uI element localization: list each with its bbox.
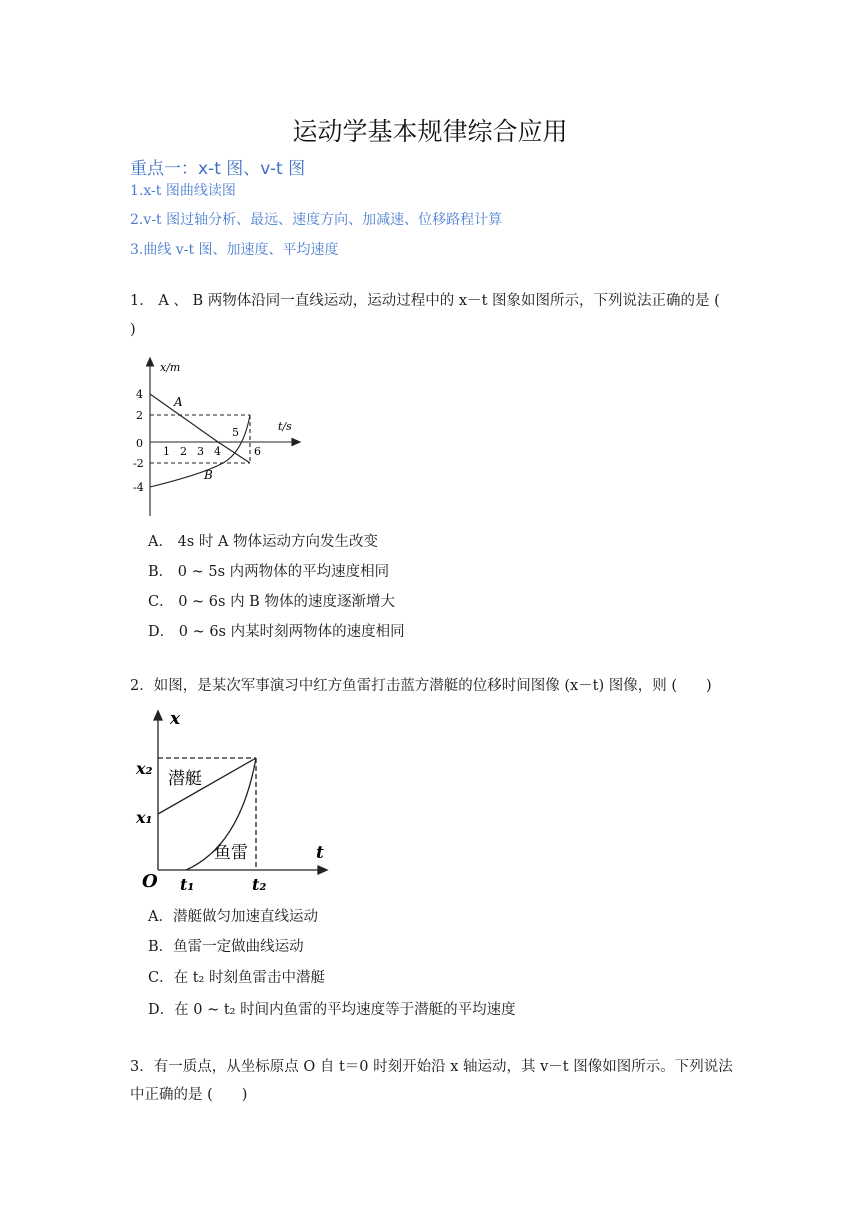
q2-stem: 2．如图，是某次军事演习中红方鱼雷打击蓝方潜艇的位移时间图像 (x－t) 图像，则 ( ) — [130, 678, 712, 694]
q2-submarine-label: 潜艇 — [168, 769, 202, 789]
q2-xtick-t2: t₂ — [252, 875, 267, 893]
q1-option-d[interactable]: D． 0 ~ 6s 内某时刻两物体的速度相同 — [148, 624, 405, 640]
q2-ylabel: x — [170, 709, 181, 729]
section-item-3: 3.曲线 v-t 图、加速度、平均速度 — [130, 242, 339, 258]
q1-xtick-2: 2 — [180, 445, 187, 458]
q2-ytick-x1: x₁ — [136, 808, 153, 827]
q1-ylabel: x/m — [160, 361, 181, 374]
q2-origin-label: O — [142, 871, 158, 892]
q1-xtick-5: 5 — [232, 426, 239, 439]
q1-stem-line2: ) — [130, 322, 136, 338]
q2-option-d[interactable]: D．在 0 ~ t₂ 时间内鱼雷的平均速度等于潜艇的平均速度 — [148, 1002, 516, 1018]
q1-series-B-label: B — [204, 468, 213, 482]
q2-option-c[interactable]: C．在 t₂ 时刻鱼雷击中潜艇 — [148, 970, 325, 986]
q2-xt-chart — [132, 708, 332, 893]
q1-ytick-neg4: -4 — [133, 481, 144, 494]
q1-option-b[interactable]: B． 0 ~ 5s 内两物体的平均速度相同 — [148, 564, 390, 580]
q2-y-arrow — [154, 711, 162, 720]
q2-xtick-t1: t₁ — [180, 875, 195, 893]
q1-xtick-4: 4 — [214, 445, 221, 458]
q1-ytick-4: 4 — [136, 388, 143, 401]
q3-stem-line2: 中正确的是 ( ) — [130, 1087, 248, 1103]
section-heading: 重点一：x-t 图、v-t 图 — [130, 159, 306, 179]
q1-xt-chart — [128, 356, 318, 516]
q1-ytick-neg2: -2 — [133, 457, 144, 470]
q1-option-c[interactable]: C． 0 ~ 6s 内 B 物体的速度逐渐增大 — [148, 594, 395, 610]
q2-option-b[interactable]: B．鱼雷一定做曲线运动 — [148, 939, 304, 955]
q1-xtick-3: 3 — [197, 445, 204, 458]
q1-ytick-2: 2 — [136, 409, 143, 422]
q3-stem-line1: 3．有一质点，从坐标原点 O 自 t＝0 时刻开始沿 x 轴运动，其 v－t 图像如图所示。下列说法 — [130, 1059, 733, 1075]
q1-xtick-6: 6 — [254, 445, 261, 458]
page-title: 运动学基本规律综合应用 — [292, 117, 568, 146]
q2-xlabel: t — [316, 843, 324, 863]
q2-x-arrow — [318, 866, 327, 874]
q2-option-a[interactable]: A．潜艇做匀加速直线运动 — [148, 909, 318, 925]
q1-ytick-0: 0 — [136, 437, 143, 450]
q1-stem-line1: 1． A 、 B 两物体沿同一直线运动，运动过程中的 x－t 图象如图所示，下列说法正确的是 ( — [130, 293, 720, 309]
section-item-1: 1.x-t 图曲线读图 — [130, 183, 236, 199]
q1-option-a[interactable]: A． 4s 时 A 物体运动方向发生改变 — [148, 534, 379, 550]
q1-y-arrow — [147, 358, 154, 366]
q1-series-A-label: A — [174, 395, 183, 409]
q1-xlabel: t/s — [278, 420, 292, 433]
q2-torpedo-label: 鱼雷 — [214, 843, 248, 863]
q1-x-arrow — [292, 439, 300, 446]
q2-ytick-x2: x₂ — [136, 759, 153, 778]
section-item-2: 2.v-t 图过轴分析、最远、速度方向、加减速、位移路程计算 — [130, 212, 503, 228]
q1-xtick-1: 1 — [163, 445, 170, 458]
